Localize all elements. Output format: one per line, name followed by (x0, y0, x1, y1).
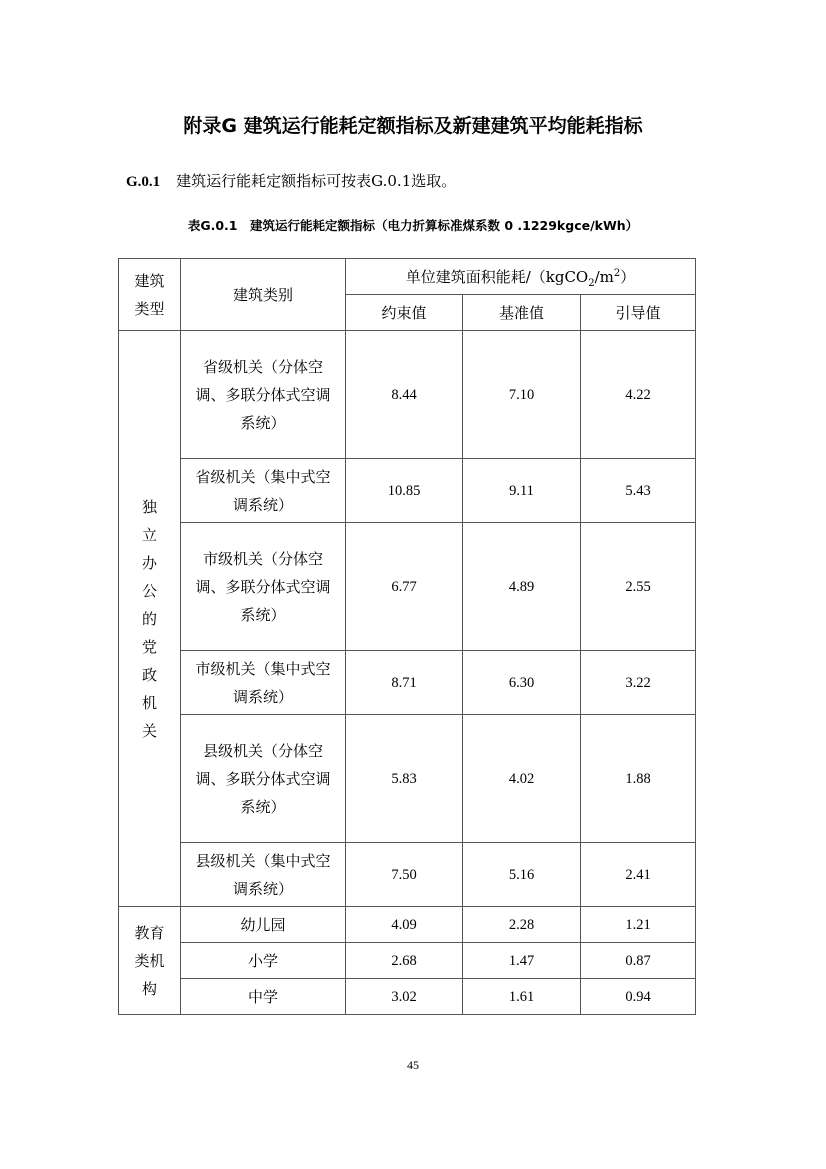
row-constraint: 10.85 (346, 459, 463, 523)
header-building-type: 建筑类型 (119, 259, 181, 331)
group-education: 教育类机构 (119, 907, 181, 1015)
row-guide: 1.88 (581, 715, 696, 843)
table-row (119, 979, 696, 1015)
row-constraint: 2.68 (346, 943, 463, 979)
row-baseline: 1.61 (463, 979, 581, 1015)
header-baseline: 基准值 (463, 295, 581, 331)
row-category: 市级机关（分体空调、多联分体式空调系统） (181, 523, 346, 651)
row-category: 幼儿园 (181, 907, 346, 943)
row-guide: 1.21 (581, 907, 696, 943)
page-number: 45 (407, 1058, 419, 1072)
row-constraint: 8.44 (346, 331, 463, 459)
table-row (119, 943, 696, 979)
row-category: 县级机关（分体空调、多联分体式空调系统） (181, 715, 346, 843)
header-constraint: 约束值 (346, 295, 463, 331)
row-constraint: 6.77 (346, 523, 463, 651)
row-baseline: 9.11 (463, 459, 581, 523)
row-constraint: 8.71 (346, 651, 463, 715)
row-constraint: 7.50 (346, 843, 463, 907)
row-baseline: 4.89 (463, 523, 581, 651)
table-row (119, 907, 696, 943)
clause-number: G.0.1 (126, 174, 161, 190)
row-guide: 4.22 (581, 331, 696, 459)
row-category: 小学 (181, 943, 346, 979)
table-row (119, 843, 696, 907)
appendix-title: 附录G 建筑运行能耗定额指标及新建建筑平均能耗指标 (183, 115, 643, 137)
row-guide: 2.55 (581, 523, 696, 651)
clause-text: 建筑运行能耗定额指标可按表G.0.1选取。 (176, 172, 457, 190)
row-category: 市级机关（集中式空调系统） (181, 651, 346, 715)
row-category: 省级机关（集中式空调系统） (181, 459, 346, 523)
table-row (119, 523, 696, 651)
row-category: 中学 (181, 979, 346, 1015)
row-constraint: 3.02 (346, 979, 463, 1015)
header-unit-energy: 单位建筑面积能耗$/(kgCO_2/m^2)$ (346, 259, 696, 295)
row-guide: 3.22 (581, 651, 696, 715)
row-baseline: 2.28 (463, 907, 581, 943)
row-baseline: 5.16 (463, 843, 581, 907)
row-guide: 0.94 (581, 979, 696, 1015)
header-guide: 引导值 (581, 295, 696, 331)
table-row (119, 651, 696, 715)
row-baseline: 1.47 (463, 943, 581, 979)
row-category: 省级机关（分体空调、多联分体式空调系统） (181, 331, 346, 459)
row-category: 县级机关（集中式空调系统） (181, 843, 346, 907)
table-row (119, 715, 696, 843)
row-guide: 2.41 (581, 843, 696, 907)
clause-g01 (126, 170, 456, 191)
row-guide: 0.87 (581, 943, 696, 979)
table-row (119, 459, 696, 523)
row-guide: 5.43 (581, 459, 696, 523)
table-header-row (119, 259, 696, 295)
row-baseline: 4.02 (463, 715, 581, 843)
row-baseline: 6.30 (463, 651, 581, 715)
energy-quota-table (118, 258, 696, 1015)
table-row (119, 331, 696, 459)
header-building-category: 建筑类别 (181, 259, 346, 331)
row-baseline: 7.10 (463, 331, 581, 459)
group-party-government: 独立办公的党政机关 (119, 331, 181, 907)
row-constraint: 5.83 (346, 715, 463, 843)
row-constraint: 4.09 (346, 907, 463, 943)
table-caption: 表G.0.1 建筑运行能耗定额指标（电力折算标准煤系数 0 .1229kgce/kWh） (187, 218, 639, 233)
